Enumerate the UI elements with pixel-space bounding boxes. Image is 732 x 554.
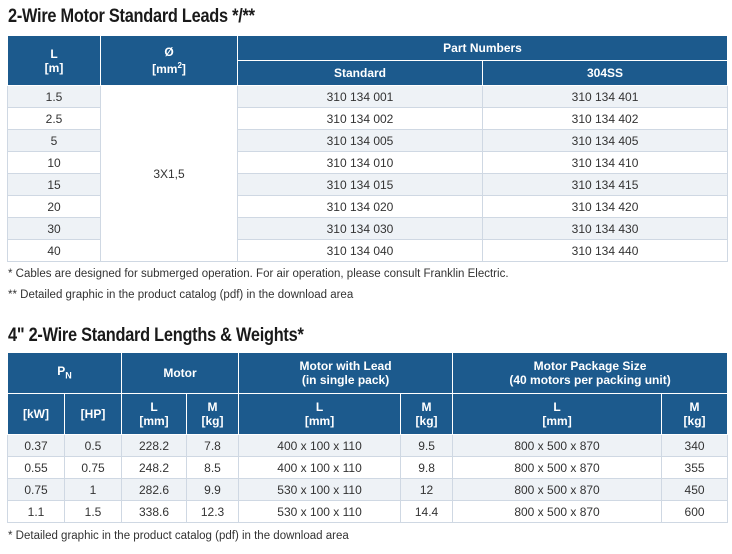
leads-note-2: ** Detailed graphic in the product catalog (pdf) in the download area — [8, 289, 354, 301]
cell-hp: 0.75 — [65, 457, 122, 479]
cell-motor-m: 12.3 — [187, 501, 239, 523]
header-length-label: L — [50, 46, 58, 61]
l-label: L — [150, 400, 158, 414]
cell-pkg-m: 450 — [662, 479, 728, 501]
cell-motor-l: 338.6 — [122, 501, 187, 523]
header-motor-with-lead-line2: (in single pack) — [301, 373, 390, 387]
cell-length: 5 — [8, 130, 101, 152]
header-motor-with-lead-line1: Motor with Lead — [299, 359, 392, 373]
header-package-size-line2: (40 motors per packing unit) — [509, 373, 671, 387]
header-package-size-line1: Motor Package Size — [533, 359, 647, 373]
cell-motor-m: 8.5 — [187, 457, 239, 479]
unit-close: ] — [181, 62, 186, 76]
header-diameter — [101, 36, 238, 86]
leads-table — [7, 35, 728, 262]
table-row — [8, 479, 728, 501]
unit-sup: 2 — [177, 61, 182, 70]
header-pkg-m — [662, 394, 728, 435]
header-lead-m — [401, 394, 453, 435]
m-label: M — [421, 400, 432, 414]
cell-lead-m: 14.4 — [401, 501, 453, 523]
cell-standard: 310 134 005 — [238, 130, 483, 152]
m-unit: [kg] — [683, 414, 706, 428]
cell-standard: 310 134 010 — [238, 152, 483, 174]
cell-lead-l: 530 x 100 x 110 — [239, 501, 401, 523]
header-standard: Standard — [238, 61, 483, 86]
cell-hp: 1.5 — [65, 501, 122, 523]
l-unit: [mm] — [139, 414, 169, 428]
header-kw: [kW] — [8, 394, 65, 435]
l-unit: [mm] — [304, 414, 335, 428]
cell-lead-m: 12 — [401, 479, 453, 501]
header-diameter-label: Ø — [164, 45, 174, 59]
table-row — [8, 86, 728, 108]
cell-length: 2.5 — [8, 108, 101, 130]
cell-pkg-m: 355 — [662, 457, 728, 479]
cell-motor-l: 282.6 — [122, 479, 187, 501]
header-diameter-unit — [101, 59, 237, 76]
cell-length: 20 — [8, 196, 101, 218]
cell-lead-l: 530 x 100 x 110 — [239, 479, 401, 501]
cell-motor-m: 7.8 — [187, 435, 239, 457]
cell-lead-m: 9.8 — [401, 457, 453, 479]
cell-pkg-m: 340 — [662, 435, 728, 457]
cell-length: 30 — [8, 218, 101, 240]
cell-diameter: 3X1,5 — [101, 86, 238, 262]
cell-lead-l: 400 x 100 x 110 — [239, 435, 401, 457]
cell-304ss: 310 134 420 — [483, 196, 728, 218]
weights-table — [7, 352, 728, 523]
cell-pkg-l: 800 x 500 x 870 — [453, 457, 662, 479]
cell-304ss: 310 134 410 — [483, 152, 728, 174]
header-motor: Motor — [122, 353, 239, 394]
cell-lead-m: 9.5 — [401, 435, 453, 457]
header-part-numbers: Part Numbers — [238, 36, 728, 61]
cell-standard: 310 134 001 — [238, 86, 483, 108]
m-unit: [kg] — [201, 414, 224, 428]
cell-length: 10 — [8, 152, 101, 174]
cell-length: 15 — [8, 174, 101, 196]
cell-length: 40 — [8, 240, 101, 262]
header-lead-l — [239, 394, 401, 435]
header-hp: [HP] — [65, 394, 122, 435]
header-power-label: P — [57, 363, 66, 378]
weights-title: 4" 2-Wire Standard Lengths & Weights* — [8, 325, 304, 346]
header-package-size — [453, 353, 728, 394]
cell-304ss: 310 134 402 — [483, 108, 728, 130]
cell-length: 1.5 — [8, 86, 101, 108]
header-power — [8, 353, 122, 394]
header-pkg-l — [453, 394, 662, 435]
cell-lead-l: 400 x 100 x 110 — [239, 457, 401, 479]
cell-standard: 310 134 020 — [238, 196, 483, 218]
cell-304ss: 310 134 440 — [483, 240, 728, 262]
cell-standard: 310 134 040 — [238, 240, 483, 262]
leads-note-1: * Cables are designed for submerged operation. For air operation, please consult Franklin Electric. — [8, 268, 509, 280]
table-row — [8, 457, 728, 479]
header-motor-l — [122, 394, 187, 435]
cell-standard: 310 134 002 — [238, 108, 483, 130]
header-power-sub: N — [65, 370, 72, 381]
l-label: L — [553, 400, 561, 414]
weights-note-1: * Detailed graphic in the product catalog (pdf) in the download area — [8, 530, 349, 542]
l-label: L — [315, 400, 324, 414]
cell-pkg-l: 800 x 500 x 870 — [453, 435, 662, 457]
m-label: M — [689, 400, 700, 414]
cell-kw: 0.37 — [8, 435, 65, 457]
table-row — [8, 435, 728, 457]
cell-pkg-l: 800 x 500 x 870 — [453, 479, 662, 501]
cell-hp: 1 — [65, 479, 122, 501]
cell-304ss: 310 134 401 — [483, 86, 728, 108]
l-unit: [mm] — [542, 414, 572, 428]
cell-motor-l: 248.2 — [122, 457, 187, 479]
cell-pkg-m: 600 — [662, 501, 728, 523]
cell-motor-m: 9.9 — [187, 479, 239, 501]
cell-motor-l: 228.2 — [122, 435, 187, 457]
cell-kw: 0.75 — [8, 479, 65, 501]
header-motor-m — [187, 394, 239, 435]
unit-mm: [mm — [152, 62, 178, 76]
m-label: M — [207, 400, 218, 414]
header-304ss: 304SS — [483, 61, 728, 86]
cell-304ss: 310 134 415 — [483, 174, 728, 196]
cell-hp: 0.5 — [65, 435, 122, 457]
table-row — [8, 501, 728, 523]
cell-standard: 310 134 015 — [238, 174, 483, 196]
header-length — [8, 36, 101, 86]
header-length-unit: [m] — [44, 60, 64, 75]
cell-standard: 310 134 030 — [238, 218, 483, 240]
header-motor-with-lead — [239, 353, 453, 394]
cell-kw: 0.55 — [8, 457, 65, 479]
cell-pkg-l: 800 x 500 x 870 — [453, 501, 662, 523]
leads-title: 2-Wire Motor Standard Leads */** — [8, 6, 255, 27]
m-unit: [kg] — [415, 414, 438, 428]
cell-304ss: 310 134 405 — [483, 130, 728, 152]
cell-kw: 1.1 — [8, 501, 65, 523]
cell-304ss: 310 134 430 — [483, 218, 728, 240]
